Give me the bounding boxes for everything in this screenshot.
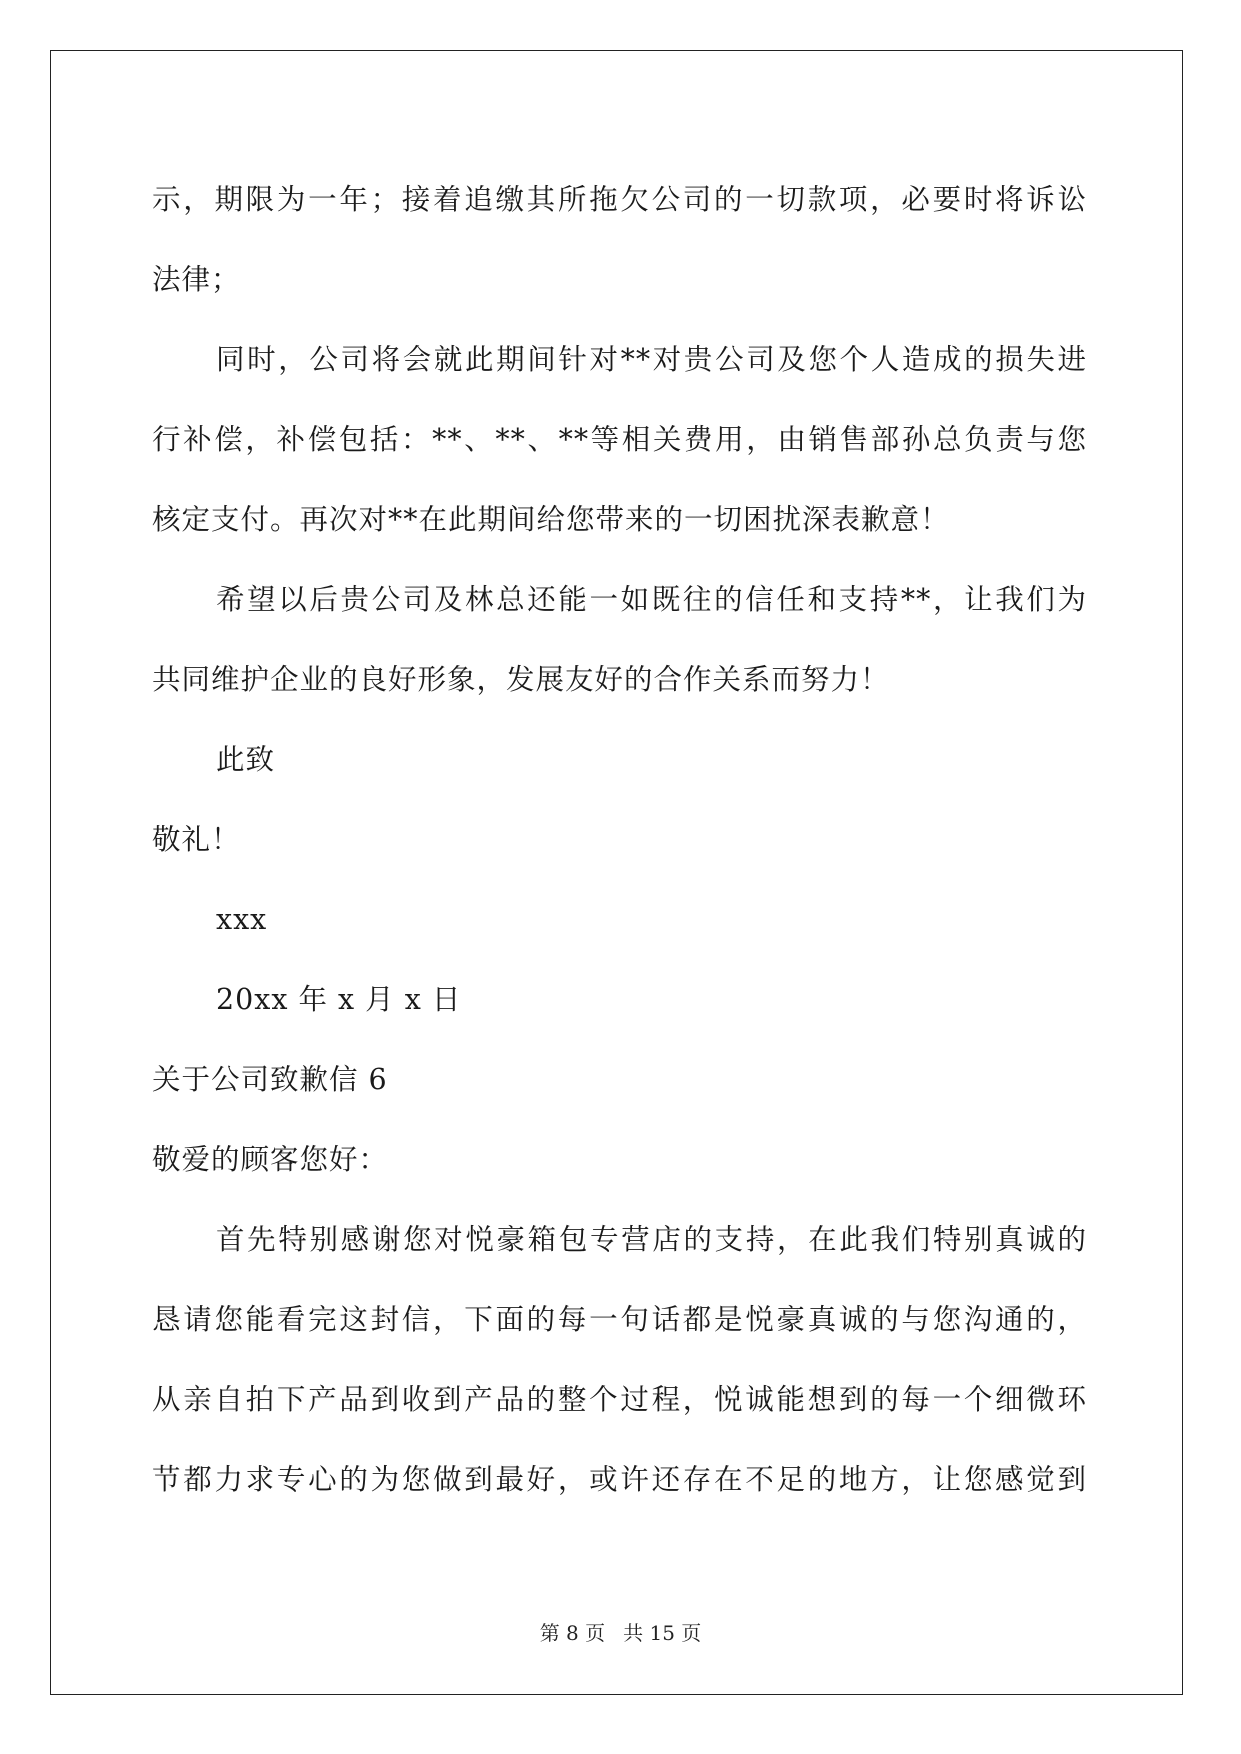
document-body [152,160,1087,1520]
closing-salutation: 此致 [216,743,276,776]
page-total: 共 15 页 [623,1621,702,1645]
body-line-1: 示，期限为一年；接着追缴其所拖欠公司的一切款项，必要时将诉讼 [152,183,1087,216]
page-footer [0,1617,1241,1646]
signature-name: xxx [216,903,268,936]
closing-respect: 敬礼！ [152,823,241,856]
body-line-6: 希望以后贵公司及林总还能一如既往的信任和支持**，让我们为 [216,583,1087,616]
body-line-16: 从亲自拍下产品到收到产品的整个过程，悦诚能想到的每一个细微环 [152,1383,1087,1416]
body-line-3: 同时，公司将会就此期间针对**对贵公司及您个人造成的损失进 [216,343,1087,376]
body-line-4: 行补偿，补偿包括：**、**、**等相关费用，由销售部孙总负责与您 [152,423,1087,456]
signature-date: 20xx 年 x 月 x 日 [216,983,462,1016]
body-line-7: 共同维护企业的良好形象，发展友好的合作关系而努力！ [152,663,890,696]
body-line-14: 首先特别感谢您对悦豪箱包专营店的支持，在此我们特别真诚的 [216,1223,1087,1256]
page-number: 第 8 页 [539,1621,606,1645]
letter-greeting: 敬爱的顾客您好： [152,1143,389,1176]
body-line-17: 节都力求专心的为您做到最好，或许还存在不足的地方，让您感觉到 [152,1463,1087,1496]
body-line-2: 法律； [152,263,241,296]
body-line-5: 核定支付。再次对**在此期间给您带来的一切困扰深表歉意！ [152,503,950,536]
body-line-15: 恳请您能看完这封信，下面的每一句话都是悦豪真诚的与您沟通的， [152,1303,1087,1336]
section-title: 关于公司致歉信 6 [152,1063,388,1096]
